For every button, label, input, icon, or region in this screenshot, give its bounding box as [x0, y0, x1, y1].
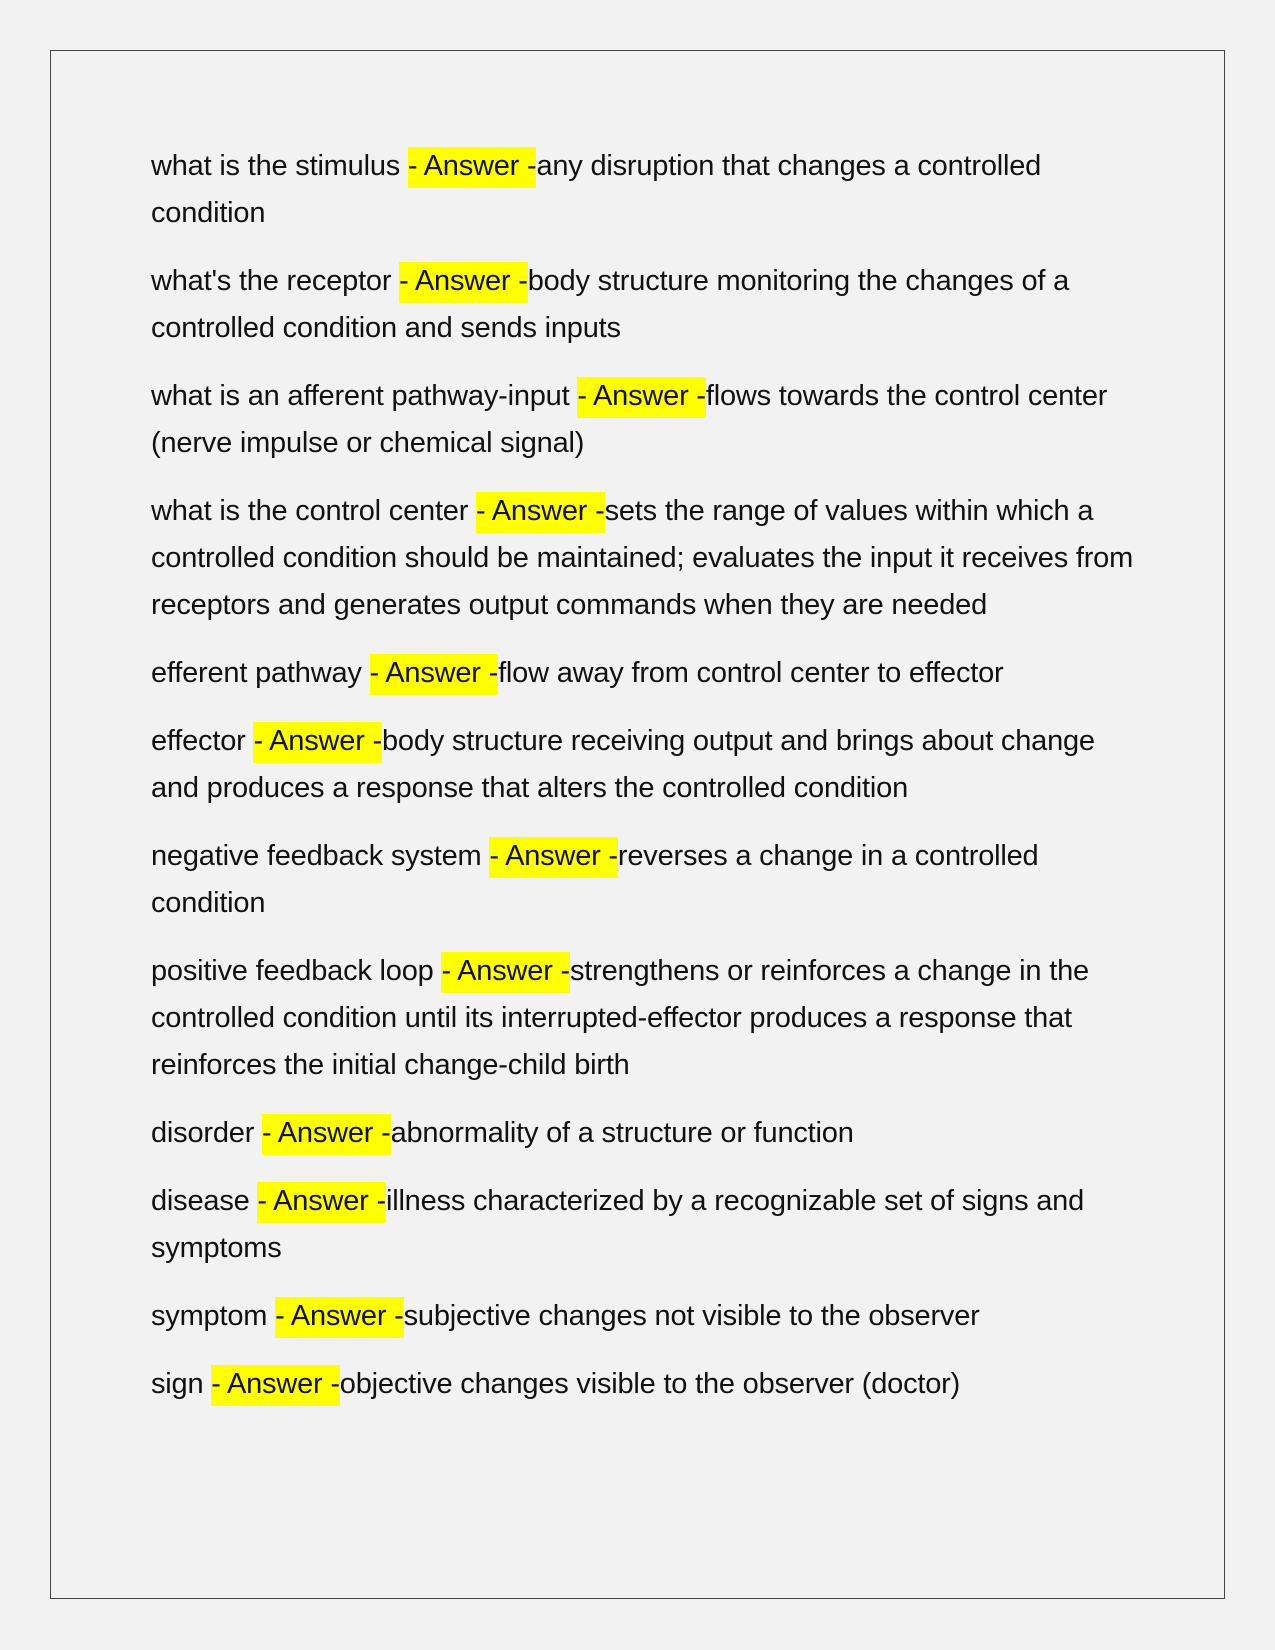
entry-term: disease: [151, 1185, 258, 1217]
flashcard-entry: [151, 1110, 1141, 1157]
answer-highlight: - Answer -: [399, 262, 528, 303]
answer-highlight: - Answer -: [441, 952, 570, 993]
entry-definition: illness characterized by a recognizable set of signs and symptoms: [151, 1185, 1085, 1264]
flashcard-entry: [151, 948, 1141, 1089]
entry-definition: any disruption that changes a controlled condition: [151, 150, 1042, 229]
answer-highlight: - Answer -: [370, 654, 499, 695]
answer-highlight: - Answer -: [275, 1297, 404, 1338]
entry-definition: flows towards the control center (nerve impulse or chemical signal): [151, 380, 1108, 459]
entry-term: what's the receptor: [151, 265, 400, 297]
entry-term: what is the control center: [151, 495, 477, 527]
answer-highlight: - Answer -: [408, 147, 537, 188]
entry-term: what is the stimulus: [151, 150, 408, 182]
entry-definition: objective changes visible to the observer (doctor): [339, 1368, 961, 1400]
flashcard-entry: [151, 833, 1141, 927]
entry-definition: sets the range of values within which a controlled condition should be maintained; evaluates the input it receives from receptors and generates output commands when they are needed: [151, 495, 1134, 621]
flashcard-entry: [151, 1178, 1141, 1272]
entry-term: disorder: [151, 1117, 263, 1149]
entry-term: efferent pathway: [151, 657, 370, 689]
entry-term: what is an afferent pathway-input: [151, 380, 578, 412]
answer-highlight: - Answer -: [577, 377, 706, 418]
entry-term: symptom: [151, 1300, 276, 1332]
entry-definition: body structure monitoring the changes of a controlled condition and sends inputs: [151, 265, 1070, 344]
answer-highlight: - Answer -: [253, 722, 382, 763]
flashcard-entry: [151, 488, 1141, 629]
flashcard-entry: [151, 143, 1141, 237]
entry-definition: flow away from control center to effector: [498, 657, 1004, 689]
answer-highlight: - Answer -: [489, 837, 618, 878]
entry-term: sign: [151, 1368, 212, 1400]
answer-highlight: - Answer -: [211, 1365, 340, 1406]
entry-definition: strengthens or reinforces a change in the controlled condition until its interrupted-effector produces a response that reinforces the initial change-child birth: [151, 955, 1089, 1081]
flashcard-entry: [151, 258, 1141, 352]
entry-term: positive feedback loop: [151, 955, 442, 987]
entry-term: effector: [151, 725, 254, 757]
flashcard-entry: [151, 650, 1141, 697]
flashcard-entry: [151, 1293, 1141, 1340]
answer-highlight: - Answer -: [262, 1114, 391, 1155]
entry-definition: reverses a change in a controlled condition: [151, 840, 1039, 919]
entry-definition: subjective changes not visible to the observer: [403, 1300, 980, 1332]
entry-term: negative feedback system: [151, 840, 490, 872]
flashcard-entry: [151, 718, 1141, 812]
entry-definition: abnormality of a structure or function: [390, 1117, 854, 1149]
flashcard-entry: [151, 1361, 1141, 1408]
answer-highlight: - Answer -: [257, 1182, 386, 1223]
entry-definition: body structure receiving output and brings about change and produces a response that alters the controlled condition: [151, 725, 1095, 804]
flashcard-entry: [151, 373, 1141, 467]
flashcard-list: [151, 143, 1141, 1429]
answer-highlight: - Answer -: [476, 492, 605, 533]
